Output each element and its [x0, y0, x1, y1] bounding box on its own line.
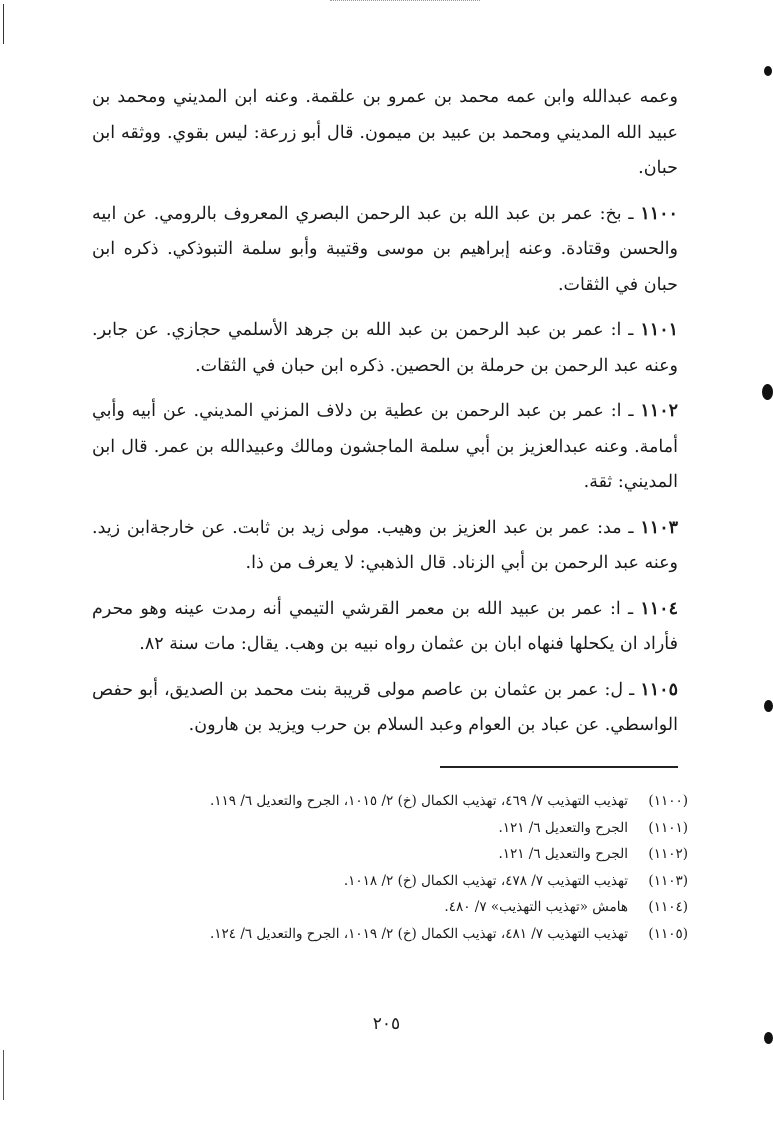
footnote-number: (١١٠٤) — [648, 899, 688, 915]
entry-text: عمر بن عبد الله بن عبد الرحمن البصري المعروف بالرومي. عن ابيه والحسن وقتادة. وعنه إبراهيم بن موسى وقتيبة وأبو سلمة التبوذكي. ذكره ابن حبان في الثقات. — [92, 203, 678, 295]
footnote-text: تهذيب التهذيب ٧/ ٤٨١، تهذيب الكمال (خ) ٢/ ١٠١٩، الجرح والتعديل ٦/ ١٢٤. — [209, 925, 628, 942]
footnote-number: (١١٠١) — [648, 819, 688, 836]
scan-speck — [764, 700, 773, 712]
footnote — [120, 894, 688, 921]
footnote-text: هامش «تهذيب التهذيب» ٧/ ٤٨٠. — [444, 899, 628, 915]
entry-1102 — [92, 394, 678, 501]
footnote-number: (١١٠٠) — [648, 793, 688, 809]
footnote-text: تهذيب التهذيب ٧/ ٤٧٨، تهذيب الكمال (خ) ٢/ ١٠١٨. — [343, 872, 628, 889]
scan-speck — [764, 66, 772, 76]
entry-text: عمر بن عبد العزيز بن وهيب. مولى زيد بن ثابت. عن خارجةابن زيد. وعنه عبد الرحمن بن أبي الزناد. قال الذهبي: لا يعرف من ذا. — [92, 517, 678, 573]
main-text — [92, 80, 678, 744]
footnote — [120, 815, 688, 842]
footnote-number: (١١٠٥) — [648, 925, 688, 942]
footnote — [120, 841, 688, 868]
entry-number: ١١٠٠ — [640, 203, 678, 224]
entry-number: ١١٠١ — [640, 320, 678, 340]
entry-number: ١١٠٢ — [640, 401, 678, 421]
entry-code: ـ ا: — [610, 401, 634, 421]
scan-top-mark — [330, 0, 480, 5]
intro-paragraph: وعمه عبدالله وابن عمه محمد بن عمرو بن علقمة. وعنه ابن المديني ومحمد بن عبيد الله المديني ومحمد بن عبيد بن ميمون. قال أبو زرعة: ليس بقوي. ووثقه ابن حبان. — [92, 87, 678, 178]
footnote-number: (١١٠٣) — [648, 872, 688, 889]
entry-code: ـ مد: — [597, 517, 634, 538]
entry-number: ١١٠٣ — [640, 517, 678, 538]
footnote — [120, 788, 688, 815]
entry-number: ١١٠٤ — [640, 598, 678, 619]
entry-1100 — [92, 197, 678, 304]
scan-edge-line — [3, 4, 4, 44]
entry-1104 — [92, 592, 678, 663]
footnote — [120, 868, 688, 895]
entry-number: ١١٠٥ — [640, 679, 678, 700]
entry-code: ـ ا: — [610, 320, 634, 340]
footnote-text: تهذيب التهذيب ٧/ ٤٦٩، تهذيب الكمال (خ) ٢/ ١٠١٥، الجرح والتعديل ٦/ ١١٩. — [209, 793, 628, 809]
entry-text: عمر بن عبد الرحمن بن عبد الله بن جرهد الأسلمي حجازي. عن جابر. وعنه عبد الرحمن بن حرملة بن الحصين. ذكره ابن حبان في الثقات. — [92, 320, 678, 376]
entry-text: عمر بن عثمان بن عاصم مولى قريبة بنت محمد بن الصديق، أبو حفص الواسطي. عن عباد بن العوام وعبد السلام بن حرب ويزيد بن هارون. — [92, 679, 678, 735]
entry-code: ـ ا: — [610, 598, 634, 619]
entry-text: عمر بن عبيد الله بن معمر القرشي التيمي أنه رمدت عينه وهو محرم فأراد ان يكحلها فنهاه ابان بن عثمان رواه نبيه بن وهب. يقال: مات سنة ٨٢. — [92, 598, 678, 654]
entry-code: ـ ل: — [604, 679, 635, 700]
footnote-text: الجرح والتعديل ٦/ ١٢١. — [498, 819, 628, 836]
footnote-separator — [440, 766, 678, 768]
scan-speck — [762, 384, 773, 400]
footnote-number: (١١٠٢) — [648, 846, 688, 862]
entry-1103 — [92, 511, 678, 582]
footnote — [120, 921, 688, 948]
scan-edge-line — [3, 1050, 4, 1100]
entry-text: عمر بن عبد الرحمن بن عطية بن دلاف المزني المديني. عن أبيه وأبي أمامة. وعنه عبدالعزيز بن أبي سلمة الماجشون ومالك وعبيدالله بن عمر. قال ابن المديني: ثقة. — [92, 401, 678, 492]
page-number: ٢٠٥ — [372, 1014, 401, 1034]
entry-code: ـ بخ: — [599, 203, 634, 224]
entry-1105 — [92, 673, 678, 744]
footnote-text: الجرح والتعديل ٦/ ١٢١. — [498, 846, 628, 862]
entry-1101 — [92, 313, 678, 384]
footnotes — [120, 788, 688, 947]
